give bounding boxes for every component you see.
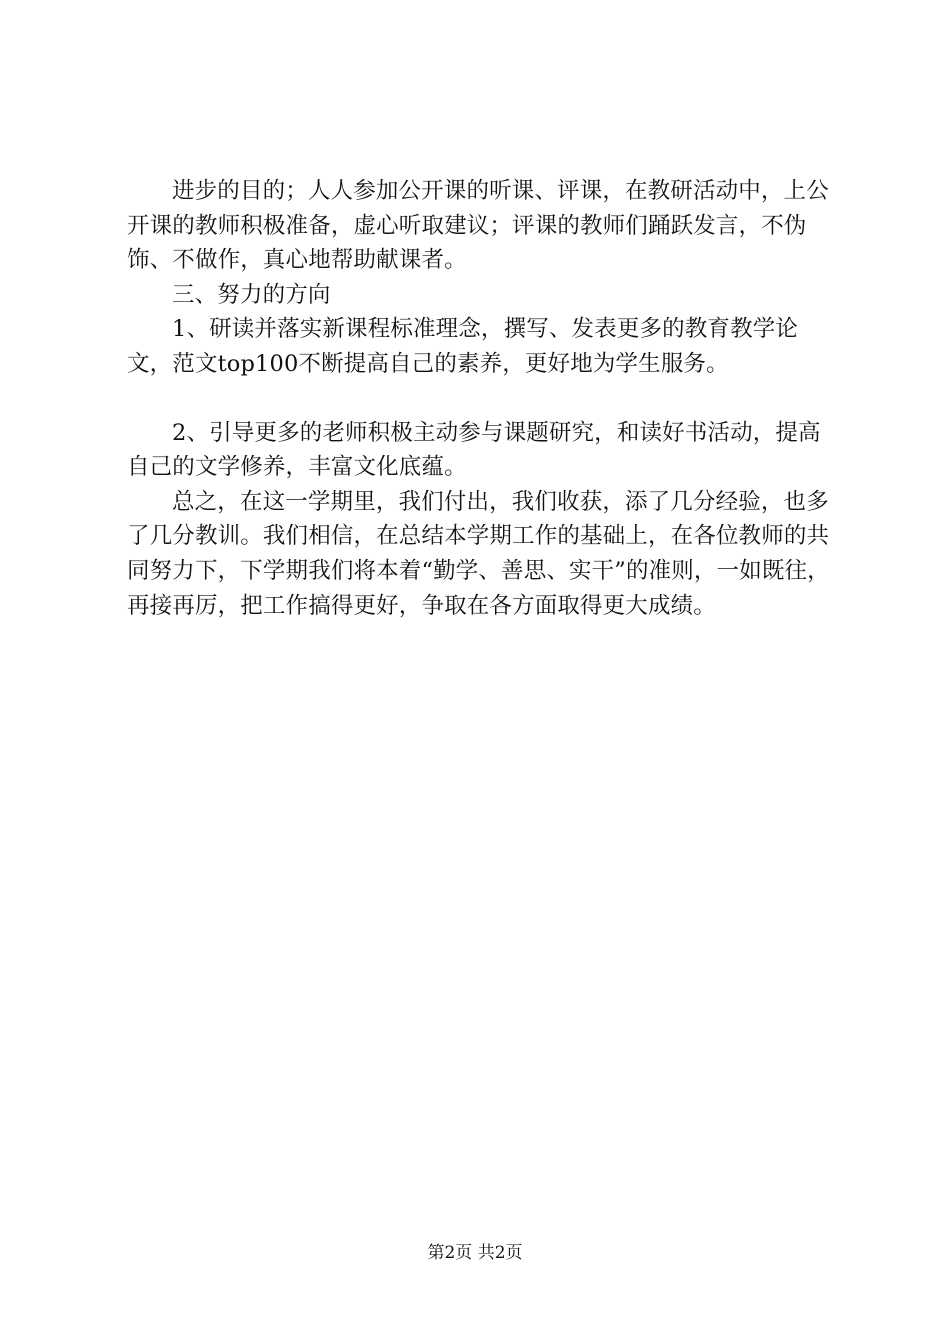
paragraph-conclusion: 总之，在这一学期里，我们付出，我们收获，添了几分经验，也多了几分教训。我们相信，在总结本学期工作的基础上，在各位教师的共同努力下，下学期我们将本着“勤学、善思、实干”的准则，一如既往，再接再厉，把工作搞得更好，争取在各方面取得更大成绩。 (127, 488, 830, 619)
page-number: 第2页 (427, 1243, 473, 1263)
paragraph-item-2: 2、引导更多的老师积极主动参与课题研究，和读好书活动，提高自己的文学修养，丰富文化底蕴。 (127, 419, 821, 481)
page-total: 共2页 (477, 1243, 523, 1263)
paragraph-progress-goal: 进步的目的；人人参加公开课的听课、评课，在教研活动中，上公开课的教师积极准备，虚心听取建议；评课的教师们踊跃发言，不伪饰、不做作，真心地帮助献课者。 (127, 178, 829, 274)
paragraph-item-1: 1、研读并落实新课程标准理念，撰写、发表更多的教育教学论文，范文top100不断提高自己的素养，更好地为学生服务。 (127, 316, 799, 377)
document-body (127, 174, 839, 623)
page-footer (0, 1242, 950, 1264)
section-heading-direction: 三、努力的方向 (172, 281, 331, 308)
